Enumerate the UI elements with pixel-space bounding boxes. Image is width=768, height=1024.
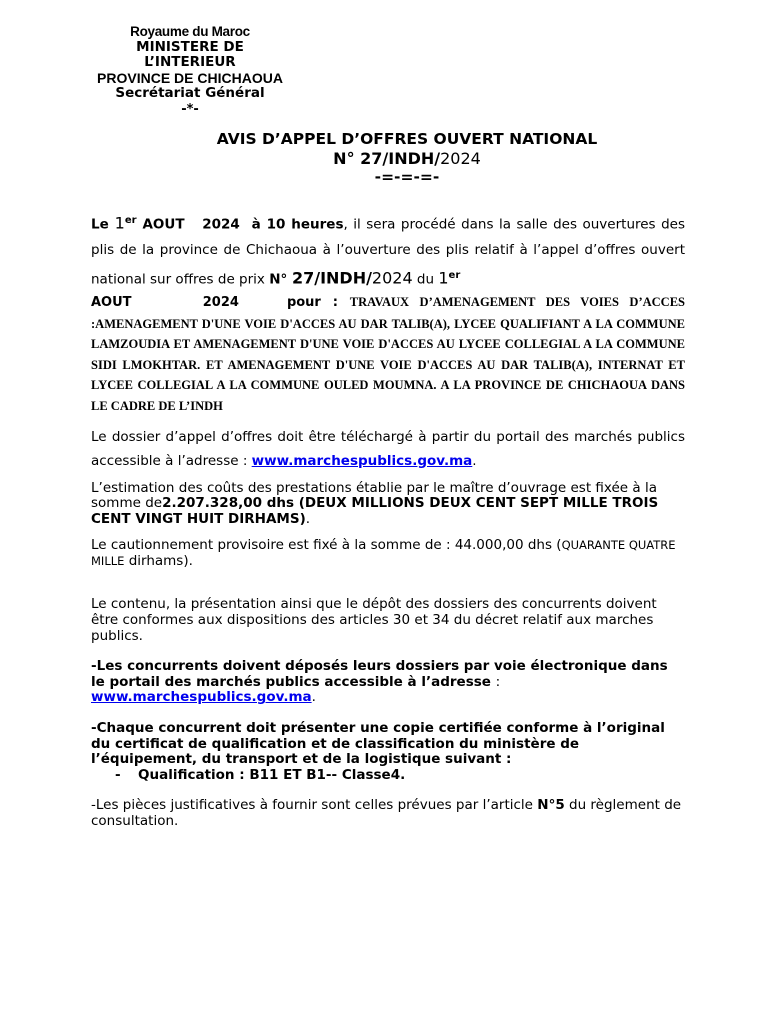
- title-separator: -=-=-=-: [374, 168, 440, 186]
- portal-link[interactable]: www.marchespublics.gov.ma: [251, 452, 473, 469]
- estimation-end: .: [305, 510, 311, 527]
- header-interior: L’INTERIEUR: [144, 54, 236, 70]
- intro-ref-number: 27/INDH/: [291, 268, 372, 287]
- pieces-end: du règlement de consultation.: [91, 797, 682, 829]
- depot-paragraph: [91, 659, 685, 706]
- notice-title-block: [0, 130, 768, 187]
- header-secretariat: Secrétariat Général: [115, 85, 265, 101]
- caution-end: dirhams).: [124, 553, 193, 570]
- intro-day-sup: er: [124, 215, 137, 226]
- intro-du-day-sup: er: [448, 269, 461, 281]
- notice-title: AVIS D’APPEL D’OFFRES OUVERT NATIONAL: [216, 130, 598, 148]
- intro-du-day: 1: [438, 268, 449, 287]
- contenu-paragraph: Le contenu, la présentation ainsi que le dépôt des dossiers des concurrents doivent être conformes aux dispositions des articles 30 et 34 du décret relatif aux marches publics.: [91, 596, 657, 644]
- intro-le: Le: [91, 216, 115, 233]
- intro-ref-year: 2024: [371, 268, 413, 287]
- caution-words: QUARANTE QUATRE MILLE: [91, 538, 676, 569]
- caution-paragraph: [91, 537, 685, 569]
- depot-portal-link[interactable]: www.marchespublics.gov.ma: [91, 689, 312, 706]
- certificat-text: -Chaque concurrent doit présenter une copie certifiée conforme à l’original du certificat de qualification et de classification du ministère de l’équipement, du transport et de la logistique suivant :: [91, 719, 665, 768]
- header-separator: -*-: [181, 101, 199, 117]
- notice-number-year: 2024: [440, 149, 481, 168]
- depot-colon: :: [495, 673, 501, 690]
- intro-date: AOUT 2024 à 10 heures: [136, 216, 344, 233]
- depot-text: -Les concurrents doivent déposés leurs dossiers par voie électronique dans le portail des marchés publics accessible à l’adresse: [91, 658, 668, 690]
- pieces-text: -Les pièces justificatives à fournir sont celles prévues par l’article: [91, 797, 538, 814]
- intro-paragraph: [91, 208, 685, 292]
- qualification-text: Qualification : B11 ET B1-- Classe4.: [138, 766, 406, 783]
- depot-end: .: [311, 689, 316, 706]
- certificat-paragraph: [91, 721, 685, 783]
- header-ministry: MINISTERE DE: [136, 38, 244, 55]
- intro-ref-n: N°: [269, 271, 292, 287]
- estimation-paragraph: [91, 481, 685, 528]
- intro-pour: pour: [286, 295, 321, 310]
- notice-body: [91, 208, 685, 829]
- dossier-paragraph: [91, 425, 685, 473]
- intro-text: , il sera procédé dans la salle des ouvertures des plis de la province de Chichaoua à l’ouverture des plis relatif à l’appel d’offres ouvert national sur offres de prix: [91, 216, 685, 287]
- pieces-paragraph: [91, 798, 685, 829]
- header-province: PROVINCE DE CHICHAOUA: [97, 69, 283, 86]
- qualification-bullet: [91, 768, 685, 784]
- dossier-text: Le dossier d’appel d’offres doit être téléchargé à partir du portail des marchés publics accessible à l’adresse :: [91, 428, 685, 469]
- caution-text: Le cautionnement provisoire est fixé à la somme de : 44.000,00 dhs (: [91, 537, 562, 554]
- estimation-amount: 2.207.328,00 dhs (DEUX MILLIONS DEUX CENT SEPT MILLE TROIS CENT VINGT HUIT DIRHAMS): [91, 495, 659, 527]
- intro-colon: :: [320, 295, 350, 310]
- intro-aout-2024: AOUT 2024: [91, 295, 239, 310]
- dossier-end: .: [472, 452, 477, 469]
- intro-du: du: [412, 271, 439, 287]
- header-kingdom: Royaume du Maroc: [130, 24, 250, 39]
- estimation-text: L’estimation des coûts des prestations établie par le maître d’ouvrage est fixée à la somme de: [91, 479, 657, 512]
- travaux-paragraph: [91, 292, 685, 417]
- notice-number: [0, 149, 768, 168]
- pieces-article: N°5: [537, 797, 565, 814]
- bullet-dash: -: [115, 766, 121, 783]
- intro-day: 1: [114, 213, 125, 233]
- notice-number-prefix: N° 27/INDH/: [333, 149, 441, 168]
- header-block: [90, 24, 290, 117]
- travaux-description: TRAVAUX D’AMENAGEMENT DES VOIES D’ACCES :AMENAGEMENT D'UNE VOIE D'ACCES AU DAR TALIB(A), LYCEE QUALIFIANT A LA COMMUNE LAMZOUDIA ET AMENAGEMENT D'UNE VOIE D'ACCES AU LYCEE COLLEGIAL A LA COMMUNE SIDI LMOKHTAR. ET AMENAGEMENT D'UNE VOIE D'ACCES AU DAR TALIB(A), INTERNAT ET LYCEE COLLEGIAL A LA COMMUNE OULED MOUMNA. A LA PROVINCE DE CHICHAOUA DANS LE CADRE DE L’INDH: [91, 295, 685, 413]
